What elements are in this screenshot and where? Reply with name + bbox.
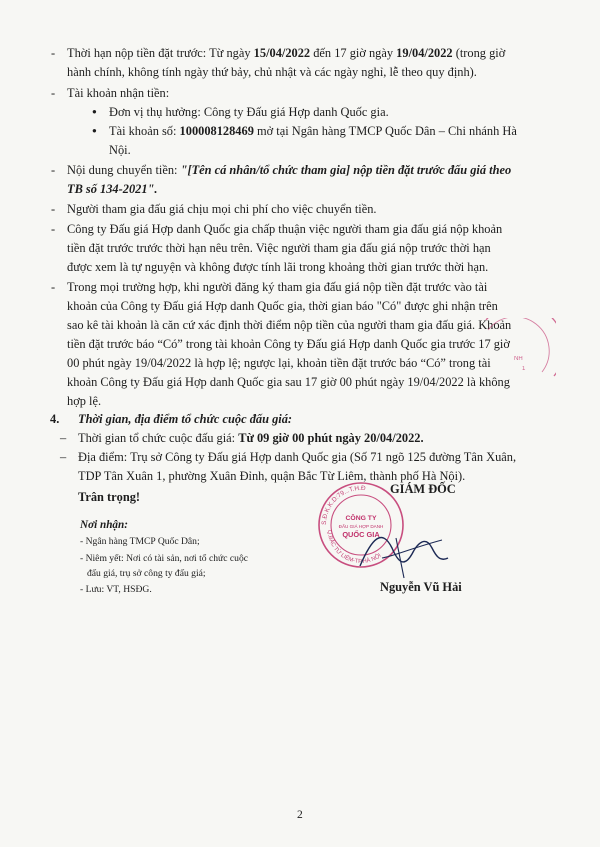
cases-line4: tiền đặt trước báo “Có” trong tài khoản Công ty Đấu giá Hợp danh Quốc gia trước 17 giờ — [67, 337, 510, 351]
svg-text:NH: NH — [514, 356, 523, 362]
auction-time: Thời gian tổ chức cuộc đấu giá: Từ 09 giờ 00 phút ngày 20/04/2022. — [78, 431, 424, 445]
transfer-content-line2: TB số 134-2021". — [67, 182, 158, 196]
accept-line1: Công ty Đấu giá Hợp danh Quốc gia chấp thuận việc người tham gia đấu giá nộp khoản — [67, 222, 503, 236]
account-number-line: Tài khoản số: 100008128469 mở tại Ngân hàng TMCP Quốc Dân – Chi nhánh Hà — [109, 124, 517, 138]
signer-name: Nguyễn Vũ Hải — [380, 580, 462, 594]
page-seal-icon — [476, 318, 556, 398]
list-dash: - — [51, 202, 56, 216]
signer-title: GIÁM ĐỐC — [390, 482, 456, 496]
bullet-icon: ● — [92, 107, 97, 116]
seal-line2: ĐẤU GIÁ HỢP DANH — [338, 524, 384, 529]
cases-line3: sao kê tài khoản là căn cứ xác định thời điểm nộp tiền của người tham gia đấu giá. Khoản — [67, 318, 512, 332]
cases-line1: Trong mọi trường hợp, khi người đăng ký tham gia đấu giá nộp tiền đặt trước vào tài — [67, 280, 488, 294]
closing: Trân trọng! — [78, 490, 141, 504]
seal-bottom-text: Q.BẮC TỪ LIÊM-TP.HÀ NỘI — [325, 529, 383, 566]
list-dash: - — [51, 46, 56, 60]
svg-text:1: 1 — [522, 366, 526, 372]
deadline-line2: hành chính, không tính ngày thứ bảy, chủ nhật và các ngày nghỉ, lễ theo quy định). — [67, 65, 477, 79]
recipients-title: Nơi nhận: — [80, 519, 128, 531]
page-number: 2 — [297, 809, 303, 821]
list-dash: - — [51, 86, 56, 100]
list-dash: - — [51, 280, 56, 294]
accept-line3: được xem là tự nguyện và không được tính lãi trong khoảng thời gian trước thời hạn. — [67, 260, 489, 274]
beneficiary: Đơn vị thụ hưởng: Công ty Đấu giá Hợp danh Quốc gia. — [109, 105, 389, 119]
seal-line1: CÔNG TY — [345, 515, 377, 522]
cases-line2: khoản của Công ty Đấu giá Hợp danh Quốc gia, thời gian báo "Có" được ghi nhận trên — [67, 299, 498, 313]
bank-line2: Nội. — [109, 143, 131, 157]
accept-line2: tiền đặt trước trước thời hạn nêu trên. Việc người tham gia đấu giá nộp trước thời hạn — [67, 241, 491, 255]
recipient-item: - Lưu: VT, HSĐG. — [80, 584, 152, 595]
list-dash: - — [51, 222, 56, 236]
bullet-icon: ● — [92, 126, 97, 135]
cases-line7: hợp lệ. — [67, 394, 102, 408]
deadline-line1: Thời hạn nộp tiền đặt trước: Từ ngày 15/04/2022 đến 17 giờ ngày 19/04/2022 (trong giờ — [67, 46, 506, 60]
seal-line3: QUỐC GIA — [342, 530, 380, 539]
transfer-content-line1: Nội dung chuyển tiền: "[Tên cá nhân/tổ chức tham gia] nộp tiền đặt trước đấu giá theo — [67, 163, 512, 177]
section-title: Thời gian, địa điểm tổ chức cuộc đấu giá: — [78, 412, 293, 426]
list-dash: - — [51, 163, 56, 177]
list-dash: – — [60, 431, 67, 445]
auction-place-line2: TDP Tân Xuân 1, phường Xuân Đỉnh, quận Bắc Từ Liêm, thành phố Hà Nội). — [78, 469, 466, 483]
recipient-item: đấu giá, trụ sở công ty đấu giá; — [87, 568, 206, 579]
fee-note: Người tham gia đấu giá chịu mọi chi phí cho việc chuyển tiền. — [67, 202, 377, 216]
cases-line6: khoản Công ty Đấu giá Hợp danh Quốc gia sau 17 giờ 00 phút ngày 19/04/2022 là không — [67, 375, 510, 389]
recipient-item: - Niêm yết: Nơi có tài sản, nơi tổ chức cuộc — [80, 553, 248, 564]
section-number: 4. — [50, 412, 60, 426]
account-label: Tài khoản nhận tiền: — [67, 86, 170, 100]
seal-ring-text: S.Đ.K.K.D:79...T.H.Đ — [320, 484, 366, 526]
list-dash: – — [60, 450, 67, 464]
auction-place-line1: Địa điểm: Trụ sở Công ty Đấu giá Hợp danh Quốc gia (Số 71 ngõ 125 đường Tân Xuân, — [78, 450, 517, 464]
cases-line5: 00 phút ngày 19/04/2022 là hợp lệ; ngược lại, khoản tiền đặt trước báo “Có” trong tài — [67, 356, 491, 370]
recipient-item: - Ngân hàng TMCP Quốc Dân; — [80, 536, 200, 547]
